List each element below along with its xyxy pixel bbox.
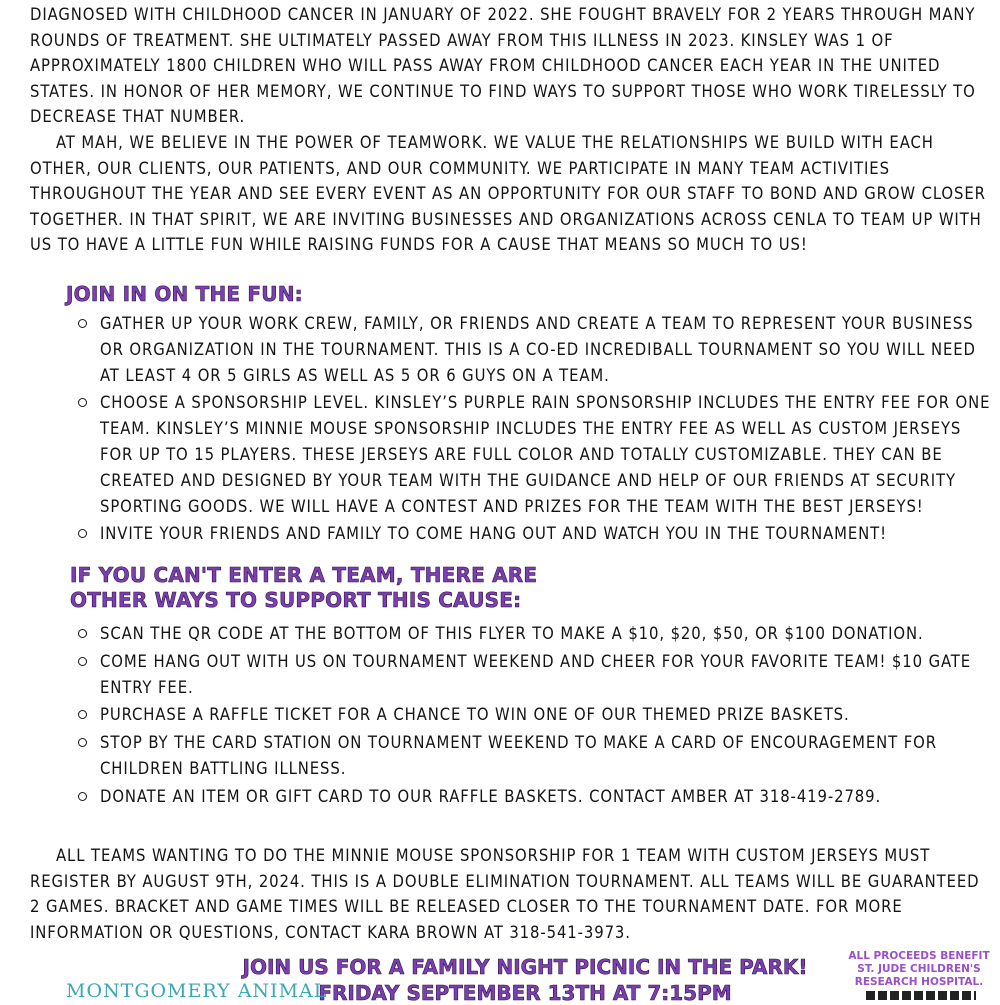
picnic-date: FRIDAY SEPTEMBER 13TH AT 7:15PM (318, 981, 732, 1005)
bullet-circle-icon (78, 398, 87, 407)
picnic-announcement: JOIN US FOR A FAMILY NIGHT PICNIC IN THE PARK! (242, 955, 808, 979)
st-jude-logo (866, 991, 976, 1000)
list-item: GATHER UP YOUR WORK CREW, FAMILY, OR FRIENDS AND CREATE A TEAM TO REPRESENT YOUR BUSINESS OR ORGANIZATION IN THE TOURNAMENT. THIS IS A CO-ED INCREDIBALL TOURNAMENT SO YOU WILL NEED AT LEAST 4 OR 5 GIRLS AS WELL AS 5 OR 6 GUYS ON A TEAM. (72, 311, 992, 388)
list-item: STOP BY THE CARD STATION ON TOURNAMENT WEEKEND TO MAKE A CARD OF ENCOURAGEMENT FOR CHILDREN BATTLING ILLNESS. (72, 730, 992, 782)
bullet-circle-icon (78, 792, 87, 801)
proceeds-note: ALL PROCEEDS BENEFIT ST. JUDE CHILDREN'S RESEARCH HOSPITAL. (848, 950, 990, 988)
bullet-circle-icon (78, 657, 87, 666)
intro-paragraph: DIAGNOSED WITH CHILDHOOD CANCER IN JANUARY OF 2022. SHE FOUGHT BRAVELY FOR 2 YEARS THROUGH MANY ROUNDS OF TREATMENT. SHE ULTIMATELY PASSED AWAY FROM THIS ILLNESS IN 2023. KINSLEY WAS 1 OF APPROXIMATELY 1800 CHILDREN WHO WILL PASS AWAY FROM CHILDHOOD CANCER EACH YEAR IN THE UNITED STATES. IN HONOR OF HER MEMORY, WE CONTINUE TO FIND WAYS TO SUPPORT THOSE WHO WORK TIRELESSLY TO DECREASE THAT NUMBER. (30, 5, 976, 126)
support-heading-line1: IF YOU CAN'T ENTER A TEAM, THERE ARE (70, 563, 538, 587)
bullet-circle-icon (78, 710, 87, 719)
bullet-circle-icon (78, 738, 87, 747)
montgomery-animal-logo: MONTGOMERY ANIMAL (66, 980, 328, 1002)
list-item: SCAN THE QR CODE AT THE BOTTOM OF THIS FLYER TO MAKE A $10, $20, $50, OR $100 DONATION. (72, 621, 992, 647)
join-list (72, 311, 992, 549)
list-item: DONATE AN ITEM OR GIFT CARD TO OUR RAFFLE BASKETS. CONTACT AMBER AT 318-419-2789. (72, 784, 992, 810)
list-item: INVITE YOUR FRIENDS AND FAMILY TO COME HANG OUT AND WATCH YOU IN THE TOURNAMENT! (72, 521, 992, 547)
bullet-circle-icon (78, 319, 87, 328)
list-item: COME HANG OUT WITH US ON TOURNAMENT WEEKEND AND CHEER FOR YOUR FAVORITE TEAM! $10 GATE ENTRY FEE. (72, 649, 992, 701)
support-list (72, 621, 992, 812)
list-item: PURCHASE A RAFFLE TICKET FOR A CHANCE TO WIN ONE OF OUR THEMED PRIZE BASKETS. (72, 702, 992, 728)
teamwork-paragraph: AT MAH, WE BELIEVE IN THE POWER OF TEAMWORK. WE VALUE THE RELATIONSHIPS WE BUILD WITH EACH OTHER, OUR CLIENTS, OUR PATIENTS, AND OUR COMMUNITY. WE PARTICIPATE IN MANY TEAM ACTIVITIES THROUGHOUT THE YEAR AND SEE EVERY EVENT AS AN OPPORTUNITY FOR OUR STAFF TO BOND AND GROW CLOSER TOGETHER. IN THAT SPIRIT, WE ARE INVITING BUSINESSES AND ORGANIZATIONS ACROSS CENLA TO TEAM UP WITH US TO HAVE A LITTLE FUN WHILE RAISING FUNDS FOR A CAUSE THAT MEANS SO MUCH TO US! (30, 133, 986, 254)
bullet-circle-icon (78, 629, 87, 638)
list-item: CHOOSE A SPONSORSHIP LEVEL. KINSLEY’S PURPLE RAIN SPONSORSHIP INCLUDES THE ENTRY FEE FOR ONE TEAM. KINSLEY’S MINNIE MOUSE SPONSORSHIP INCLUDES THE ENTRY FEE AS WELL AS CUSTOM JERSEYS FOR UP TO 15 PLAYERS. THESE JERSEYS ARE FULL COLOR AND TOTALLY CUSTOMIZABLE. THEY CAN BE CREATED AND DESIGNED BY YOUR TEAM WITH THE GUIDANCE AND HELP OF OUR FRIENDS AT SECURITY SPORTING GOODS. WE WILL HAVE A CONTEST AND PRIZES FOR THE TEAM WITH THE BEST JERSEYS! (72, 390, 992, 519)
support-heading-line2: OTHER WAYS TO SUPPORT THIS CAUSE: (70, 588, 522, 612)
join-heading: JOIN IN ON THE FUN: (66, 282, 303, 306)
closing-paragraph: ALL TEAMS WANTING TO DO THE MINNIE MOUSE SPONSORSHIP FOR 1 TEAM WITH CUSTOM JERSEYS MUST REGISTER BY AUGUST 9TH, 2024. THIS IS A DOUBLE ELIMINATION TOURNAMENT. ALL TEAMS WILL BE GUARANTEED 2 GAMES. BRACKET AND GAME TIMES WILL BE RELEASED CLOSER TO THE TOURNAMENT DATE. FOR MORE INFORMATION OR QUESTIONS, CONTACT KARA BROWN AT 318-541-3973. (30, 846, 980, 942)
bullet-circle-icon (78, 529, 87, 538)
